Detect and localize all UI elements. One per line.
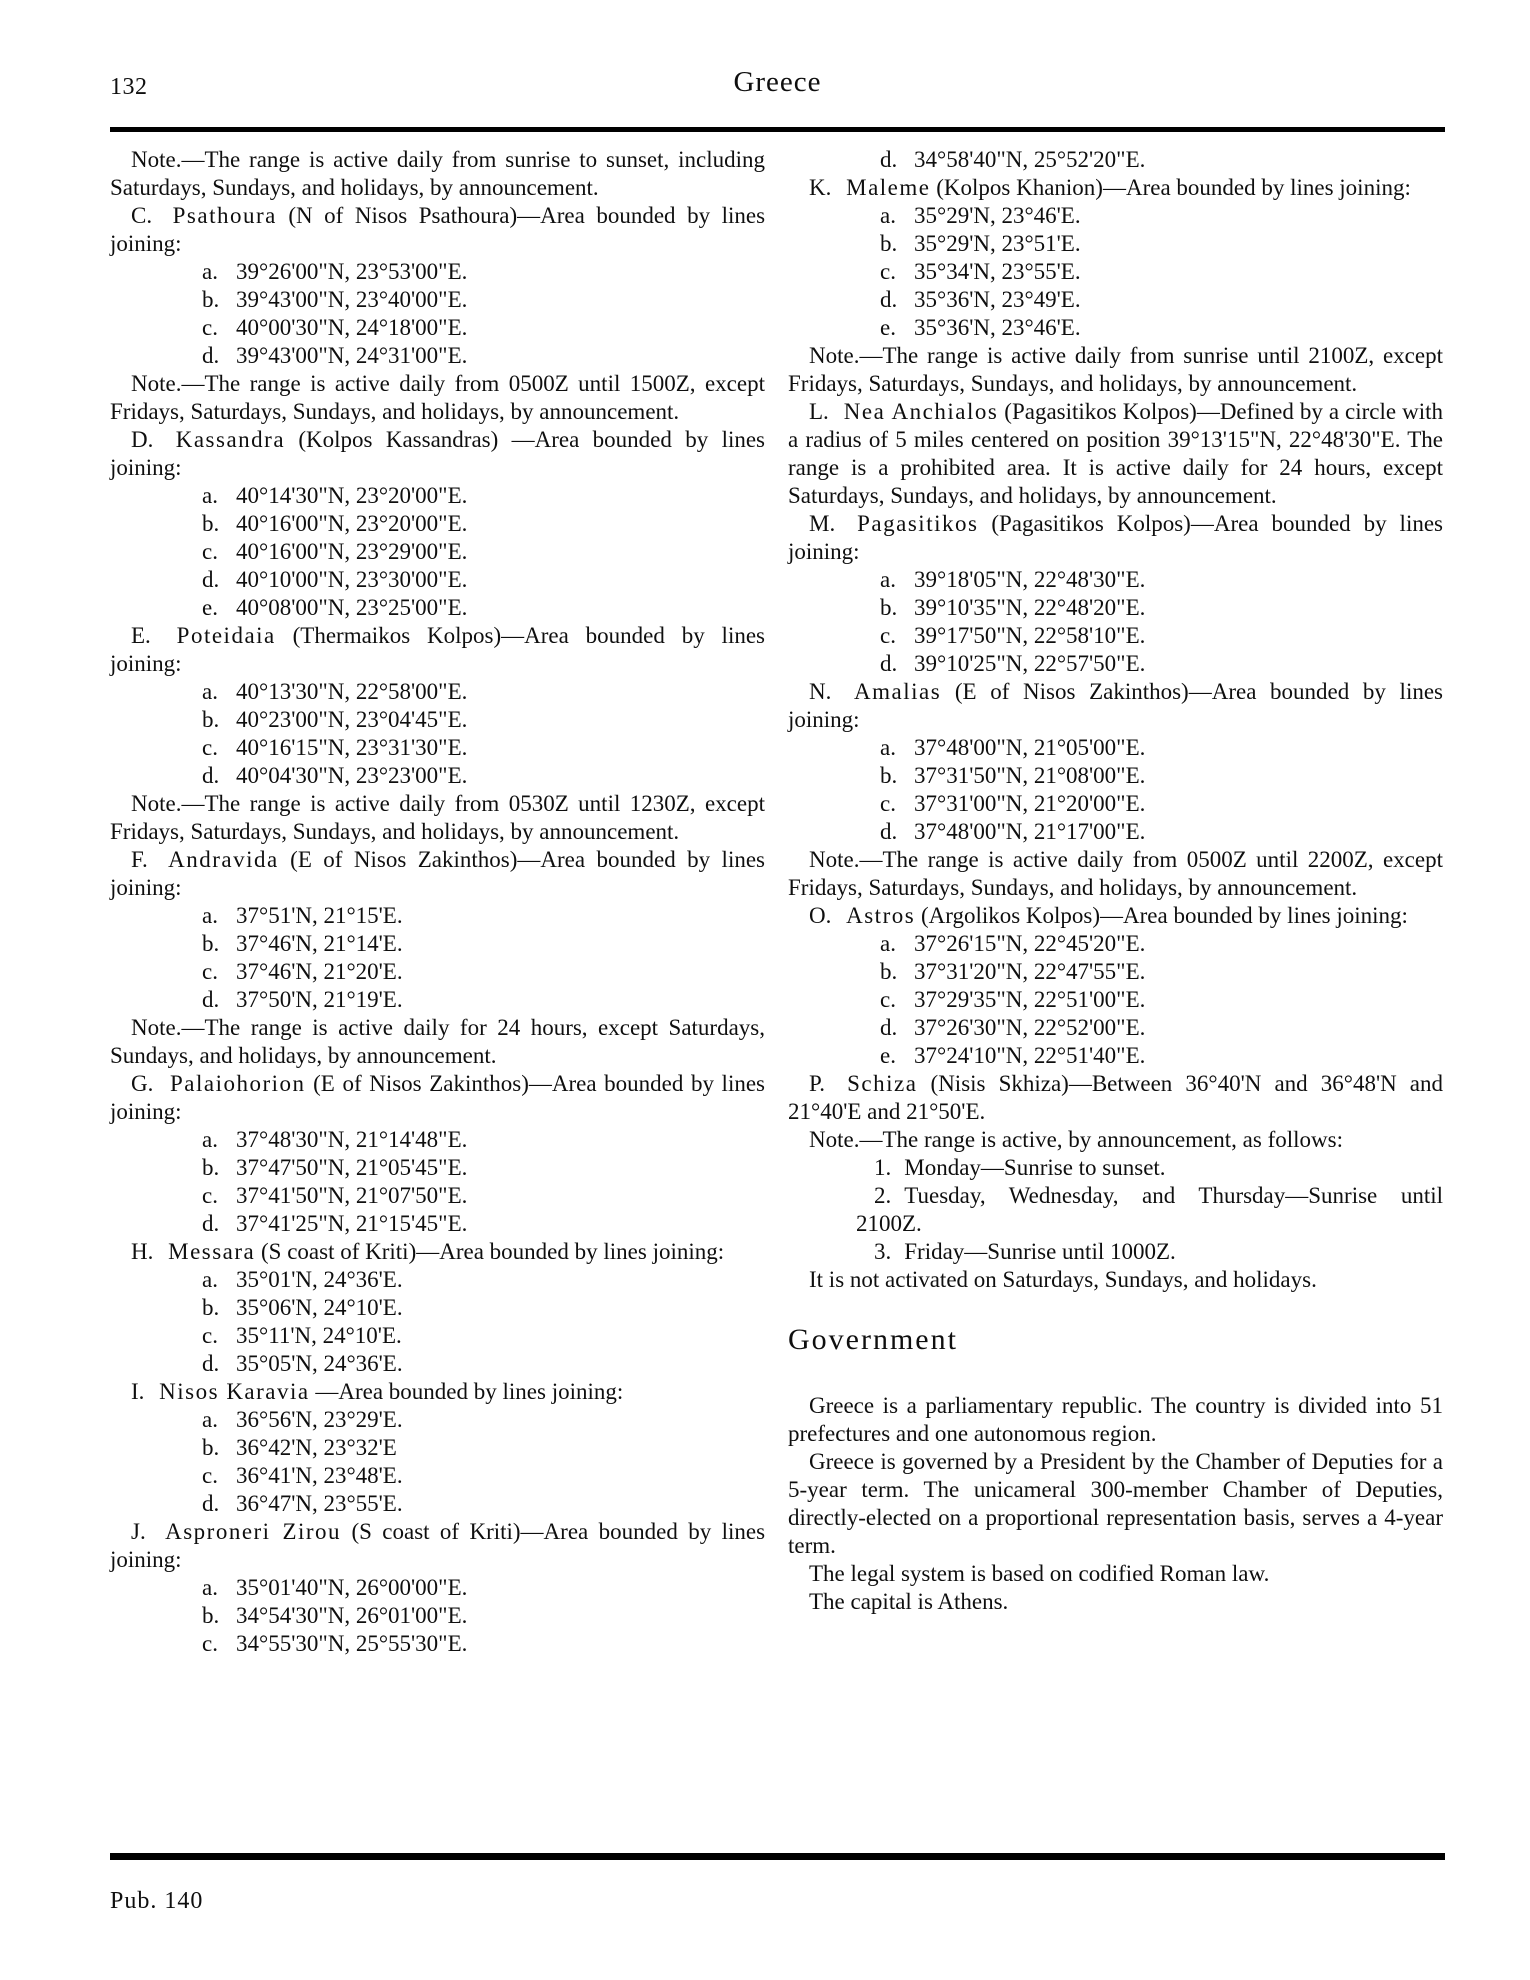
range-entry-text: (E of Nisos Zakinthos)—Area bounded by lines joining: [788,679,1443,732]
coordinate-item-letter: b. [202,1155,220,1180]
note-paragraph: Note.—The range is active daily for 24 hours, except Saturdays, Sundays, and holidays, by announcement. [110,1015,765,1068]
range-entry-text: (Thermaikos Kolpos)—Area bounded by lines joining: [110,623,766,676]
coordinate-row [202,1210,765,1238]
coordinate-item-letter: b. [202,1435,220,1460]
coordinate-value: 36°41'N, 23°48'E. [236,1463,403,1488]
note-paragraph: Note.—The range is active, by announcement, as follows: [809,1127,1343,1152]
range-entry-letter: L. [809,399,829,424]
coordinate-row [202,1350,765,1378]
coordinate-value: 37°41'25"N, 21°15'45"E. [236,1211,468,1236]
range-entry-text: (Pagasitikos Kolpos)—Defined by a circle with a radius of 5 miles centered on position 39°13'15"N, 22°48'30"E. The range is a prohibited area. It is active daily for 24 hours, except Saturdays, Sundays, and holidays, by announcement. [788,399,1443,508]
coordinate-value: 40°16'15"N, 23°31'30"E. [236,735,468,760]
coordinate-value: 37°51'N, 21°15'E. [236,903,403,928]
coordinate-value: 37°26'30"N, 22°52'00"E. [914,1015,1146,1040]
coordinate-item-letter: a. [202,903,218,928]
coordinate-item-letter: c. [202,1631,218,1656]
coordinate-row [202,594,765,622]
coordinate-row [202,286,765,314]
range-entry-letter: F. [131,847,148,872]
coordinate-row [202,1574,765,1602]
coordinate-value: 37°41'50"N, 21°07'50"E. [236,1183,468,1208]
coordinate-row [880,818,1443,846]
range-entry-letter: C. [131,203,153,228]
range-entry-paragraph [788,510,1443,566]
coordinate-row [202,1154,765,1182]
coordinate-value: 39°10'25"N, 22°57'50"E. [914,651,1146,676]
coordinate-value: 40°04'30"N, 23°23'00"E. [236,763,468,788]
coordinate-row [202,1406,765,1434]
range-entry-text: (E of Nisos Zakinthos)—Area bounded by lines joining: [110,847,765,900]
coordinate-value: 40°10'00"N, 23°30'00"E. [236,567,468,592]
range-entry-text: (N of Nisos Psathoura)—Area bounded by lines joining: [110,203,766,256]
coordinate-item-letter: c. [880,791,896,816]
coordinate-row [880,790,1443,818]
header-rule [110,127,1445,132]
coordinate-list [156,1266,765,1378]
range-entry-letter: D. [131,427,154,452]
coordinate-value: 37°29'35"N, 22°51'00"E. [914,987,1146,1012]
coordinate-value: 40°14'30"N, 23°20'00"E. [236,483,468,508]
range-name: Andravida [168,847,279,872]
coordinate-list [834,202,1443,342]
coordinate-row [202,566,765,594]
range-entry-letter: M. [809,511,836,536]
coordinate-item-letter: d. [202,1491,220,1516]
coordinate-value: 35°11'N, 24°10'E. [236,1323,402,1348]
range-entry-text: (E of Nisos Zakinthos)—Area bounded by lines joining: [110,1071,766,1124]
coordinate-value: 39°43'00"N, 23°40'00"E. [236,287,468,312]
coordinate-item-letter: b. [202,931,220,956]
coordinate-row [202,902,765,930]
coordinate-item-letter: a. [880,567,896,592]
coordinate-row [880,202,1443,230]
range-name: Astros [846,903,916,928]
coordinate-item-letter: b. [880,231,898,256]
coordinate-item-letter: d. [202,343,220,368]
range-entry-paragraph [110,1378,765,1406]
coordinate-item-letter: a. [880,203,896,228]
schedule-item-number: 2. [874,1183,892,1208]
coordinate-value: 37°31'50"N, 21°08'00"E. [914,763,1146,788]
coordinate-value: 36°47'N, 23°55'E. [236,1491,403,1516]
schedule-item-number: 3. [874,1239,892,1264]
coordinate-row [880,258,1443,286]
coordinate-item-letter: a. [202,1407,218,1432]
coordinate-value: 37°50'N, 21°19'E. [236,987,403,1012]
schedule-item-text: Friday—Sunrise until 1000Z. [904,1239,1176,1264]
range-entry-letter: O. [809,903,832,928]
page-number: 132 [110,74,148,100]
range-entry-text: —Area bounded by lines joining: [315,1379,624,1404]
coordinate-value: 37°48'30"N, 21°14'48"E. [236,1127,468,1152]
range-entry-paragraph [788,678,1443,734]
coordinate-row [202,734,765,762]
schedule-list [834,1154,1443,1266]
coordinate-value: 40°08'00"N, 23°25'00"E. [236,595,468,620]
coordinate-row [202,258,765,286]
coordinate-value: 37°47'50"N, 21°05'45"E. [236,1155,468,1180]
range-entry-paragraph [110,1238,765,1266]
coordinate-value: 34°58'40"N, 25°52'20"E. [914,147,1146,172]
coordinate-item-letter: c. [880,259,896,284]
coordinate-item-letter: e. [202,595,218,620]
range-entry-paragraph [110,1070,765,1126]
coordinate-item-letter: c. [202,1463,218,1488]
coordinate-value: 34°54'30"N, 26°01'00"E. [236,1603,468,1628]
coordinate-item-letter: b. [880,959,898,984]
coordinate-list [834,734,1443,846]
range-name: Poteidaia [176,623,276,648]
range-entry-text: (Nisis Skhiza)—Between 36°40'N and 36°48'N and 21°40'E and 21°50'E. [788,1071,1444,1124]
coordinate-item-letter: b. [202,511,220,536]
body-paragraph: It is not activated on Saturdays, Sundays, and holidays. [809,1267,1317,1292]
coordinate-list [156,1406,765,1518]
footer-rule [110,1853,1445,1860]
coordinate-item-letter: a. [202,679,218,704]
range-entry-letter: N. [809,679,832,704]
coordinate-value: 40°16'00"N, 23°20'00"E. [236,511,468,536]
coordinate-value: 34°55'30"N, 25°55'30"E. [236,1631,468,1656]
note-paragraph: Note.—The range is active daily from 0500Z until 1500Z, except Fridays, Saturdays, Sundays, and holidays, by announcement. [110,371,765,424]
coordinate-item-letter: e. [880,315,896,340]
coordinate-row [880,650,1443,678]
coordinate-item-letter: d. [202,987,220,1012]
range-name: Maleme [846,175,931,200]
range-entry-paragraph [110,846,765,902]
section-heading: Government [788,1323,958,1356]
coordinate-list [156,258,765,370]
coordinate-value: 39°18'05"N, 22°48'30"E. [914,567,1146,592]
coordinate-row [202,1434,765,1462]
coordinate-item-letter: a. [202,259,218,284]
coordinate-row [880,230,1443,258]
coordinate-value: 35°36'N, 23°46'E. [914,315,1081,340]
coordinate-row [202,510,765,538]
coordinate-item-letter: e. [880,1043,896,1068]
coordinate-item-letter: c. [880,987,896,1012]
note-paragraph: Note.—The range is active daily from 0500Z until 2200Z, except Fridays, Saturdays, Sundays, and holidays, by announcement. [788,847,1443,900]
coordinate-value: 37°24'10"N, 22°51'40"E. [914,1043,1146,1068]
range-name: Schiza [847,1071,918,1096]
coordinate-row [202,1490,765,1518]
page-header [110,66,1445,108]
coordinate-value: 40°00'30"N, 24°18'00"E. [236,315,468,340]
range-entry-paragraph [788,398,1443,510]
coordinate-list [156,678,765,790]
coordinate-row [202,1126,765,1154]
coordinate-item-letter: b. [202,1295,220,1320]
coordinate-value: 39°17'50"N, 22°58'10"E. [914,623,1146,648]
note-paragraph: Note.—The range is active daily from sunrise to sunset, including Saturdays, Sundays, and holidays, by announcement. [110,147,765,200]
coordinate-value: 35°36'N, 23°49'E. [914,287,1081,312]
coordinate-row [202,314,765,342]
body-paragraph: The capital is Athens. [809,1589,1009,1614]
coordinate-item-letter: a. [880,735,896,760]
coordinate-row [202,986,765,1014]
coordinate-row [202,762,765,790]
range-name: Palaiohorion [169,1071,306,1096]
body-paragraph: Greece is a parliamentary republic. The country is divided into 51 prefectures and one autonomous region. [788,1393,1443,1446]
coordinate-row [880,594,1443,622]
coordinate-item-letter: d. [880,287,898,312]
range-entry-text: (Pagasitikos Kolpos)—Area bounded by lines joining: [788,511,1443,564]
coordinate-row [202,958,765,986]
range-entry-paragraph [110,622,765,678]
right-column [788,146,1443,1616]
coordinate-item-letter: d. [880,147,898,172]
coordinate-item-letter: b. [202,1603,220,1628]
range-entry-letter: G. [131,1071,154,1096]
coordinate-item-letter: d. [202,1211,220,1236]
coordinate-value: 40°13'30"N, 22°58'00"E. [236,679,468,704]
note-paragraph: Note.—The range is active daily from sunrise until 2100Z, except Fridays, Saturdays, Sundays, and holidays, by announcement. [788,343,1443,396]
coordinate-list [156,482,765,622]
coordinate-item-letter: d. [880,1015,898,1040]
range-name: Pagasitikos [857,511,979,536]
coordinate-row [880,986,1443,1014]
range-name: Amalias [854,679,942,704]
coordinate-row [202,482,765,510]
body-paragraph: The legal system is based on codified Roman law. [809,1561,1270,1586]
range-entry-letter: E. [131,623,151,648]
note-paragraph: Note.—The range is active daily from 0530Z until 1230Z, except Fridays, Saturdays, Sundays, and holidays, by announcement. [110,791,765,844]
page-title: Greece [733,66,822,98]
schedule-item [834,1154,1443,1182]
schedule-item [834,1182,1443,1238]
coordinate-row [880,734,1443,762]
range-entry-paragraph [788,902,1443,930]
schedule-item [834,1238,1443,1266]
coordinate-row [880,622,1443,650]
coordinate-value: 37°48'00"N, 21°05'00"E. [914,735,1146,760]
range-name: Messara [168,1239,256,1264]
coordinate-row [880,762,1443,790]
coordinate-value: 37°46'N, 21°20'E. [236,959,403,984]
schedule-item-text: Tuesday, Wednesday, and Thursday—Sunrise until 2100Z. [856,1183,1443,1236]
coordinate-item-letter: c. [880,623,896,648]
range-entry-letter: H. [131,1239,154,1264]
coordinate-value: 35°05'N, 24°36'E. [236,1351,403,1376]
coordinate-value: 37°26'15"N, 22°45'20"E. [914,931,1146,956]
range-entry-text: (Argolikos Kolpos)—Area bounded by lines joining: [920,903,1408,928]
coordinate-row [202,1182,765,1210]
coordinate-item-letter: c. [202,1183,218,1208]
coordinate-item-letter: a. [202,1267,218,1292]
coordinate-item-letter: b. [880,595,898,620]
coordinate-item-letter: a. [202,1575,218,1600]
coordinate-item-letter: b. [202,707,220,732]
coordinate-row [202,1322,765,1350]
coordinate-item-letter: b. [880,763,898,788]
coordinate-item-letter: b. [202,287,220,312]
coordinate-row [880,1014,1443,1042]
coordinate-row [202,1602,765,1630]
coordinate-row [202,1630,765,1658]
coordinate-item-letter: a. [202,483,218,508]
range-entry-text: (S coast of Kriti)—Area bounded by lines joining: [110,1519,766,1572]
coordinate-item-letter: a. [880,931,896,956]
coordinate-row [202,538,765,566]
range-entry-text: (Kolpos Kassandras) —Area bounded by lines joining: [110,427,766,480]
coordinate-value: 39°26'00"N, 23°53'00"E. [236,259,468,284]
left-column [110,146,765,1658]
range-name: Nisos Karavia [159,1379,310,1404]
coordinate-list [156,1126,765,1238]
coordinate-value: 37°48'00"N, 21°17'00"E. [914,819,1146,844]
coordinate-item-letter: d. [202,567,220,592]
coordinate-value: 35°29'N, 23°46'E. [914,203,1081,228]
range-entry-letter: K. [809,175,832,200]
coordinate-row [202,1266,765,1294]
coordinate-row [880,314,1443,342]
coordinate-value: 37°31'00"N, 21°20'00"E. [914,791,1146,816]
coordinate-value: 35°01'N, 24°36'E. [236,1267,403,1292]
range-entry-paragraph [788,1070,1443,1126]
coordinate-item-letter: c. [202,539,218,564]
coordinate-value: 39°10'35"N, 22°48'20"E. [914,595,1146,620]
coordinate-value: 40°23'00"N, 23°04'45"E. [236,707,468,732]
coordinate-value: 35°34'N, 23°55'E. [914,259,1081,284]
coordinate-row [880,958,1443,986]
coordinate-row [202,1294,765,1322]
coordinate-value: 37°31'20"N, 22°47'55"E. [914,959,1146,984]
range-entry-letter: J. [131,1519,146,1544]
coordinate-item-letter: c. [202,1323,218,1348]
coordinate-item-letter: d. [202,763,220,788]
range-entry-paragraph [110,1518,765,1574]
coordinate-item-letter: c. [202,735,218,760]
schedule-item-text: Monday—Sunrise to sunset. [904,1155,1166,1180]
coordinate-row [880,930,1443,958]
coordinate-row [202,342,765,370]
range-entry-text: (S coast of Kriti)—Area bounded by lines joining: [261,1239,725,1264]
coordinate-value: 36°56'N, 23°29'E. [236,1407,403,1432]
coordinate-value: 39°43'00"N, 24°31'00"E. [236,343,468,368]
publication-label: Pub. 140 [110,1888,204,1914]
coordinate-row [880,566,1443,594]
range-entry-letter: I. [131,1379,145,1404]
range-name: Nea Anchialos [843,399,999,424]
coordinate-list [156,902,765,1014]
range-name: Psathoura [172,203,277,228]
coordinate-row [202,1462,765,1490]
schedule-item-number: 1. [874,1155,892,1180]
coordinate-item-letter: a. [202,1127,218,1152]
coordinate-value: 35°29'N, 23°51'E. [914,231,1081,256]
range-entry-paragraph [110,426,765,482]
coordinate-item-letter: c. [202,959,218,984]
range-entry-paragraph [110,202,765,258]
range-entry-text: (Kolpos Khanion)—Area bounded by lines joining: [936,175,1411,200]
range-name: Kassandra [175,427,286,452]
coordinate-row [202,706,765,734]
coordinate-list [156,1574,765,1658]
coordinate-row [202,678,765,706]
coordinate-value: 40°16'00"N, 23°29'00"E. [236,539,468,564]
coordinate-list [834,146,1443,174]
coordinate-item-letter: d. [202,1351,220,1376]
coordinate-value: 37°46'N, 21°14'E. [236,931,403,956]
range-entry-paragraph [788,174,1443,202]
coordinate-row [880,286,1443,314]
coordinate-item-letter: c. [202,315,218,340]
coordinate-list [834,930,1443,1070]
coordinate-value: 35°01'40"N, 26°00'00"E. [236,1575,468,1600]
range-entry-letter: P. [809,1071,825,1096]
coordinate-item-letter: d. [880,651,898,676]
coordinate-row [202,930,765,958]
coordinate-row [880,1042,1443,1070]
body-paragraph: Greece is governed by a President by the Chamber of Deputies for a 5-year term. The unicameral 300-member Chamber of Deputies, directly-elected on a proportional representation basis, serves a 4-year term. [788,1449,1443,1558]
coordinate-value: 36°42'N, 23°32'E [236,1435,397,1460]
range-name: Asproneri Zirou [165,1519,342,1544]
coordinate-list [834,566,1443,678]
coordinate-row [880,146,1443,174]
coordinate-item-letter: d. [880,819,898,844]
coordinate-value: 35°06'N, 24°10'E. [236,1295,403,1320]
